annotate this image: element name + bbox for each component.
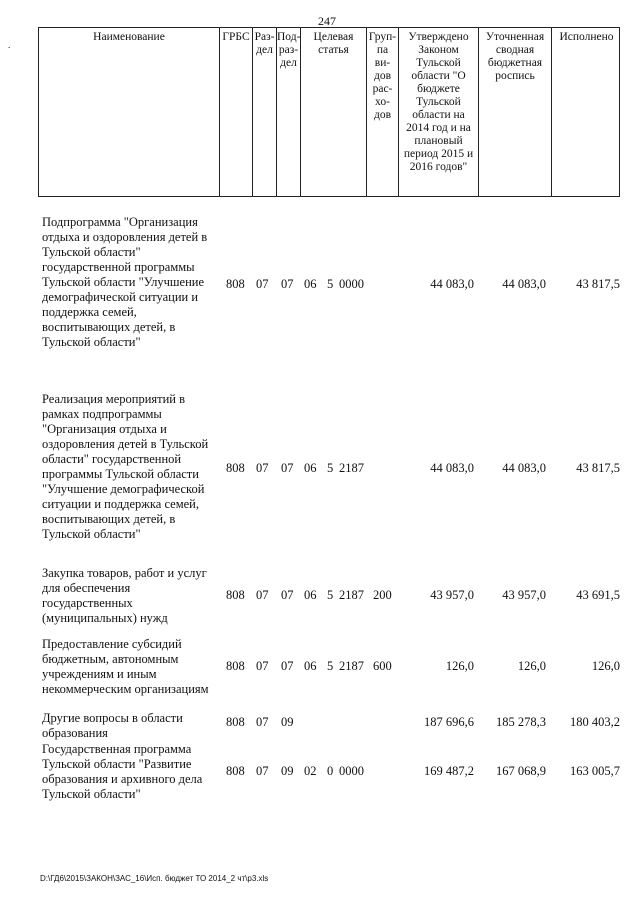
row-approved: 169 487,2	[424, 764, 474, 778]
row-cs2: 5	[327, 659, 334, 673]
row-cs1: 06	[304, 588, 317, 602]
row-razdel: 07	[256, 461, 269, 475]
row-name: Реализация мероприятий в рамках подпрограммы "Организация отдыха и оздоровления детей в Тульской области" государственной программы Тульской области "Улучшение демографической ситуации и поддержка семей, воспитывающих детей, в Тульской области"	[42, 392, 209, 541]
row-executed: 43 691,5	[576, 588, 620, 602]
margin-mark: .	[8, 40, 11, 50]
row-podrazdel: 09	[281, 764, 294, 778]
header-razdel: Раз- дел	[253, 28, 277, 196]
header-utverzhdeno: Утверждено Законом Тульской области "О бюджете Тульской области на 2014 год и на плановый период 2015 и 2016 годов"	[399, 28, 479, 196]
table-row	[38, 392, 620, 552]
row-cs3: 2187	[339, 659, 364, 673]
row-revised: 44 083,0	[502, 277, 546, 291]
row-grbs: 808	[226, 659, 245, 673]
header-grbs: ГРБС	[220, 28, 253, 196]
row-grbs: 808	[226, 277, 245, 291]
row-revised: 43 957,0	[502, 588, 546, 602]
row-podrazdel: 07	[281, 277, 294, 291]
header-name: Наименование	[39, 28, 220, 196]
row-approved: 44 083,0	[430, 461, 474, 475]
row-podrazdel: 07	[281, 461, 294, 475]
row-executed: 43 817,5	[576, 461, 620, 475]
page-number: 247	[318, 14, 336, 28]
row-name: Предоставление субсидий бюджетным, автономным учреждениям и иным некоммерческим организациям	[42, 637, 209, 696]
row-cs2: 0	[327, 764, 334, 778]
table-row	[38, 566, 620, 628]
table-row	[38, 215, 620, 360]
row-name: Государственная программа Тульской области "Развитие образования и архивного дела Тульской области"	[42, 742, 203, 801]
header-podrazdel: Под- раз- дел	[277, 28, 301, 196]
table-row	[38, 711, 620, 743]
row-approved: 44 083,0	[430, 277, 474, 291]
row-grbs: 808	[226, 461, 245, 475]
row-podrazdel: 07	[281, 588, 294, 602]
header-celevaya: Целевая статья	[301, 28, 367, 196]
row-cs2: 5	[327, 277, 334, 291]
row-revised: 167 068,9	[496, 764, 546, 778]
row-revised: 126,0	[517, 659, 546, 673]
row-razdel: 07	[256, 764, 269, 778]
row-approved: 126,0	[445, 659, 474, 673]
row-podrazdel: 07	[281, 659, 294, 673]
row-razdel: 07	[256, 715, 269, 729]
row-name: Другие вопросы в области образования	[42, 711, 183, 740]
row-cs1: 06	[304, 277, 317, 291]
row-revised: 185 278,3	[496, 715, 546, 729]
row-cs1: 02	[304, 764, 317, 778]
header-gruppa: Груп- па ви- дов рас- хо- дов	[367, 28, 399, 196]
row-approved: 187 696,6	[424, 715, 474, 729]
table-row	[38, 637, 620, 699]
file-path-footer: D:\ГД6\2015\ЗАКОН\ЗАС_16\Исп. бюджет ТО 2014_2 чт\р3.xls	[40, 874, 269, 883]
row-cs3: 0000	[339, 764, 364, 778]
row-cs3: 2187	[339, 588, 364, 602]
row-executed: 126,0	[591, 659, 620, 673]
row-cs3: 0000	[339, 277, 364, 291]
row-cs2: 5	[327, 461, 334, 475]
row-podrazdel: 09	[281, 715, 294, 729]
row-name: Подпрограмма "Организация отдыха и оздоровления детей в Тульской области" государственной программы Тульской области "Улучшение демографической ситуации и поддержка семей, воспитывающих детей, в Тульской области"	[42, 215, 208, 349]
row-revised: 44 083,0	[502, 461, 546, 475]
table-row	[38, 742, 620, 804]
row-vid: 600	[373, 659, 392, 673]
table-header	[38, 27, 620, 197]
row-grbs: 808	[226, 764, 245, 778]
header-utochnennaya: Уточненная сводная бюджетная роспись	[479, 28, 552, 196]
row-cs3: 2187	[339, 461, 364, 475]
row-executed: 163 005,7	[570, 764, 620, 778]
row-razdel: 07	[256, 277, 269, 291]
row-executed: 43 817,5	[576, 277, 620, 291]
row-vid: 200	[373, 588, 392, 602]
row-razdel: 07	[256, 659, 269, 673]
row-name: Закупка товаров, работ и услуг для обеспечения государственных (муниципальных) нужд	[42, 566, 207, 625]
row-cs1: 06	[304, 659, 317, 673]
row-executed: 180 403,2	[570, 715, 620, 729]
row-cs1: 06	[304, 461, 317, 475]
row-grbs: 808	[226, 588, 245, 602]
row-razdel: 07	[256, 588, 269, 602]
row-cs2: 5	[327, 588, 334, 602]
header-ispolneno: Исполнено	[559, 31, 614, 43]
row-grbs: 808	[226, 715, 245, 729]
row-approved: 43 957,0	[430, 588, 474, 602]
